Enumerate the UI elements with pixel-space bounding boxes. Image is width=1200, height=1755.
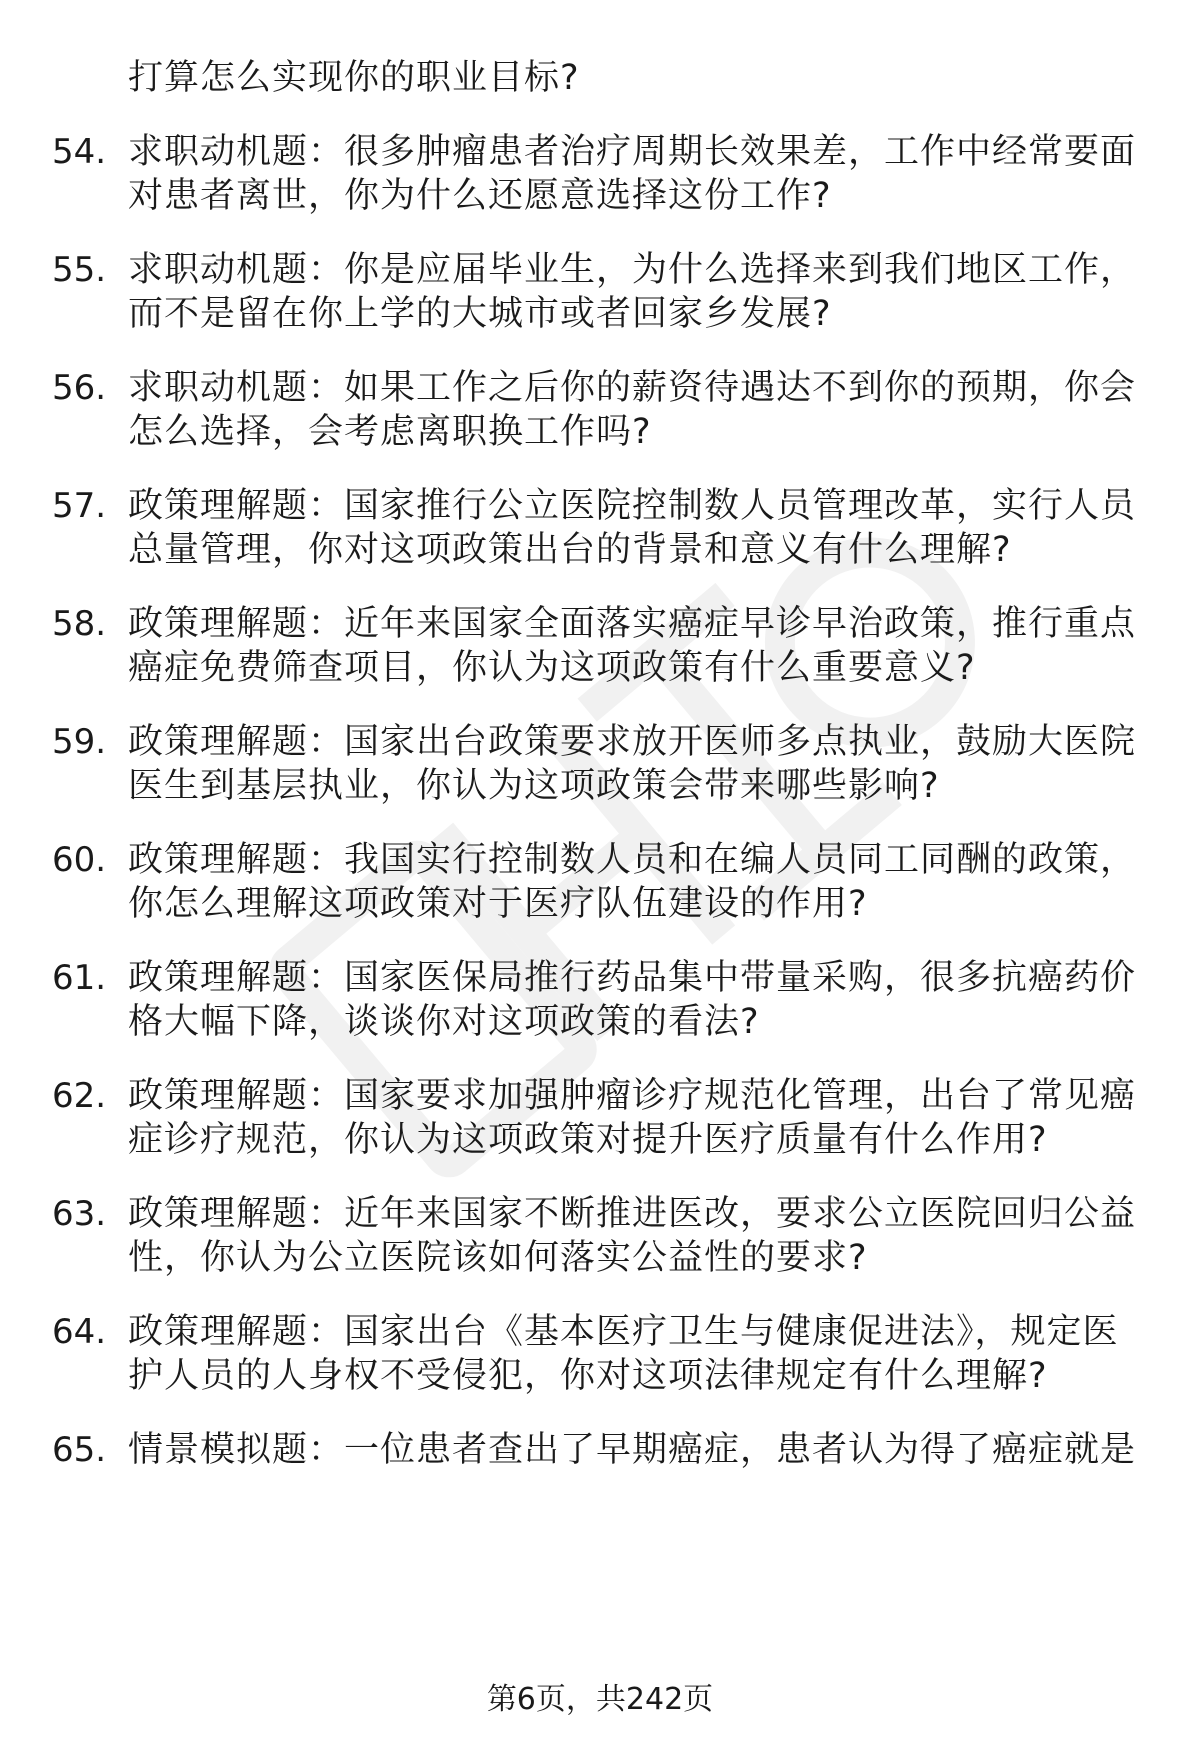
question-60-line-2: 你怎么理解这项政策对于医疗队伍建设的作用? <box>128 884 868 924</box>
question-number: 62. <box>52 1076 107 1116</box>
question-number: 64. <box>52 1312 107 1352</box>
question-55-line-1: 求职动机题：你是应届毕业生，为什么选择来到我们地区工作， <box>128 250 1137 290</box>
question-54-line-1: 求职动机题：很多肿瘤患者治疗周期长效果差，工作中经常要面 <box>128 132 1137 172</box>
question-62-line-1: 政策理解题：国家要求加强肿瘤诊疗规范化管理，出台了常见癌 <box>128 1076 1137 1116</box>
question-65-line-1: 情景模拟题：一位患者查出了早期癌症，患者认为得了癌症就是 <box>128 1430 1137 1470</box>
question-number: 65. <box>52 1430 107 1470</box>
question-64-line-2: 护人员的人身权不受侵犯，你对这项法律规定有什么理解? <box>128 1356 1048 1396</box>
question-number: 60. <box>52 840 107 880</box>
question-54-line-2: 对患者离世，你为什么还愿意选择这份工作? <box>128 176 832 216</box>
question-61-line-2: 格大幅下降，谈谈你对这项政策的看法? <box>128 1002 760 1042</box>
question-number: 54. <box>52 132 107 172</box>
question-63-line-1: 政策理解题：近年来国家不断推进医改，要求公立医院回归公益 <box>128 1194 1137 1234</box>
question-57-line-1: 政策理解题：国家推行公立医院控制数人员管理改革，实行人员 <box>128 486 1137 526</box>
question-58-line-2: 癌症免费筛查项目，你认为这项政策有什么重要意义? <box>128 648 976 688</box>
page-footer: 第6页，共242页 <box>486 1682 714 1717</box>
question-56-line-1: 求职动机题：如果工作之后你的薪资待遇达不到你的预期，你会 <box>128 368 1137 408</box>
question-60-line-1: 政策理解题：我国实行控制数人员和在编人员同工同酬的政策， <box>128 840 1137 880</box>
question-number: 57. <box>52 486 107 526</box>
question-59-line-2: 医生到基层执业，你认为这项政策会带来哪些影响? <box>128 766 940 806</box>
question-62-line-2: 症诊疗规范，你认为这项政策对提升医疗质量有什么作用? <box>128 1120 1048 1160</box>
question-number: 56. <box>52 368 107 408</box>
question-number: 55. <box>52 250 107 290</box>
question-number: 58. <box>52 604 107 644</box>
continuation-line: 打算怎么实现你的职业目标? <box>128 58 580 98</box>
question-55-line-2: 而不是留在你上学的大城市或者回家乡发展? <box>128 294 832 334</box>
question-number: 59. <box>52 722 107 762</box>
question-63-line-2: 性，你认为公立医院该如何落实公益性的要求? <box>128 1238 868 1278</box>
question-59-line-1: 政策理解题：国家出台政策要求放开医师多点执业，鼓励大医院 <box>128 722 1137 762</box>
question-58-line-1: 政策理解题：近年来国家全面落实癌症早诊早治政策，推行重点 <box>128 604 1137 644</box>
question-64-line-1: 政策理解题：国家出台《基本医疗卫生与健康促进法》，规定医 <box>128 1312 1119 1352</box>
question-56-line-2: 怎么选择，会考虑离职换工作吗? <box>128 412 652 452</box>
question-number: 61. <box>52 958 107 998</box>
question-61-line-1: 政策理解题：国家医保局推行药品集中带量采购，很多抗癌药价 <box>128 958 1137 998</box>
question-number: 63. <box>52 1194 107 1234</box>
question-57-line-2: 总量管理，你对这项政策出台的背景和意义有什么理解? <box>128 530 1012 570</box>
